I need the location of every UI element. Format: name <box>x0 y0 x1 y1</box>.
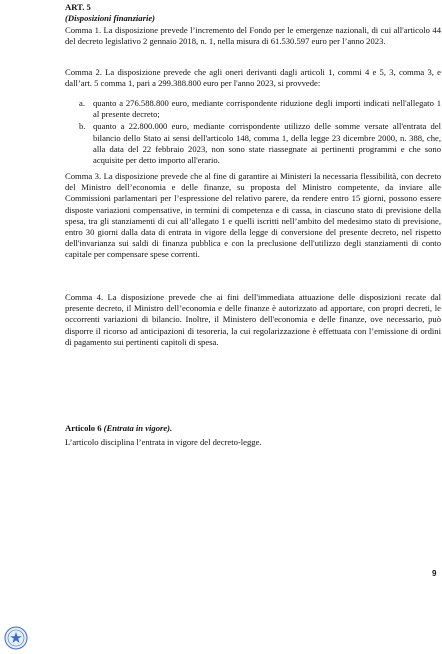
page-number: 9 <box>432 569 437 578</box>
article-6-heading <box>65 423 172 434</box>
list-marker: b. <box>79 121 86 132</box>
comma-1-text: Comma 1. La disposizione prevede l’incremento del Fondo per le emergenze nazionali, di cui all'articolo 44 del decreto legislativo 2 gennaio 2018, n. 1, nella misura di 61.530.597 euro per l’anno 2023. <box>65 25 441 47</box>
list-item-text: quanto a 22.800.000 euro, mediante corrispondente utilizzo delle somme versate all'entrata del bilancio dello Stato ai sensi dell'articolo 148, comma 1, della legge 23 dicembre 2000, n. 388, che, alla data del 22 febbraio 2023, non sono state riassegnate ai pertinenti programmi e che sono acquisite per detto importo all'erario. <box>93 121 441 166</box>
article-5-comma-3 <box>65 171 441 261</box>
article-6-title: Articolo 6 <box>65 423 102 433</box>
list-marker: a. <box>79 98 85 108</box>
article-5-comma-1 <box>65 25 441 47</box>
article-6-text: L’articolo disciplina l’entrata in vigore del decreto-legge. <box>65 437 262 447</box>
list-item <box>65 98 441 120</box>
republic-emblem-icon <box>4 626 28 650</box>
article-6-subtitle: (Entrata in vigore). <box>103 423 173 433</box>
list-item <box>65 121 441 166</box>
article-5-comma-4 <box>65 292 441 348</box>
list-item-text: quanto a 276.588.800 euro, mediante corrispondente riduzione degli importi indicati nell'allegato 1 al presente decreto; <box>93 98 441 120</box>
article-5-subtitle: (Disposizioni finanziarie) <box>65 13 156 23</box>
comma-3-text: Comma 3. La disposizione prevede che al fine di garantire ai Ministeri la necessaria flessibilità, con decreto del Ministro dell’economia e delle finanze, su proposta del Ministro competente, da inviare alle Commissioni parlamentari per l’espressione del relativo parere, da rendere entro 15 giorni, possono essere disposte variazioni compensative, in termini di competenza e di cassa, in ciascuno stato di previsione della spesa, tra gli stanziamenti di cui all’allegato 1 e quelli iscritti nell’ambito del medesimo stato di previsione, entro 30 giorni dalla data di entrata in vigore della legge di conversione del presente decreto, nel rispetto dell'invarianza sui saldi di finanza pubblica e con la preclusione dell'utilizzo degli stanziamenti di conto capitale per compensare spese correnti. <box>65 171 441 260</box>
comma-4-text: Comma 4. La disposizione prevede che ai fini dell'immediata attuazione delle disposizioni recate dal presente decreto, il Ministro dell’economia e delle finanze è autorizzato ad apportare, con propri decreti, le occorrenti variazioni di bilancio. Inoltre, il Ministero dell'economia e delle finanze, ove necessario, può disporre il ricorso ad anticipazioni di tesoreria, la cui regolarizzazione è effettuata con l’emissione di ordini di pagamento sui pertinenti capitoli di spesa. <box>65 292 441 347</box>
article-5-comma-2 <box>65 67 441 89</box>
article-5-heading: ART. 5 <box>65 2 91 12</box>
comma-2-text: Comma 2. La disposizione prevede che agli oneri derivanti dagli articoli 1, commi 4 e 5, 3, comma 3, e dall’art. 5 comma 1, pari a 299.388.800 euro per l'anno 2023, si provvede: <box>65 67 441 89</box>
comma-2-list <box>65 98 441 167</box>
